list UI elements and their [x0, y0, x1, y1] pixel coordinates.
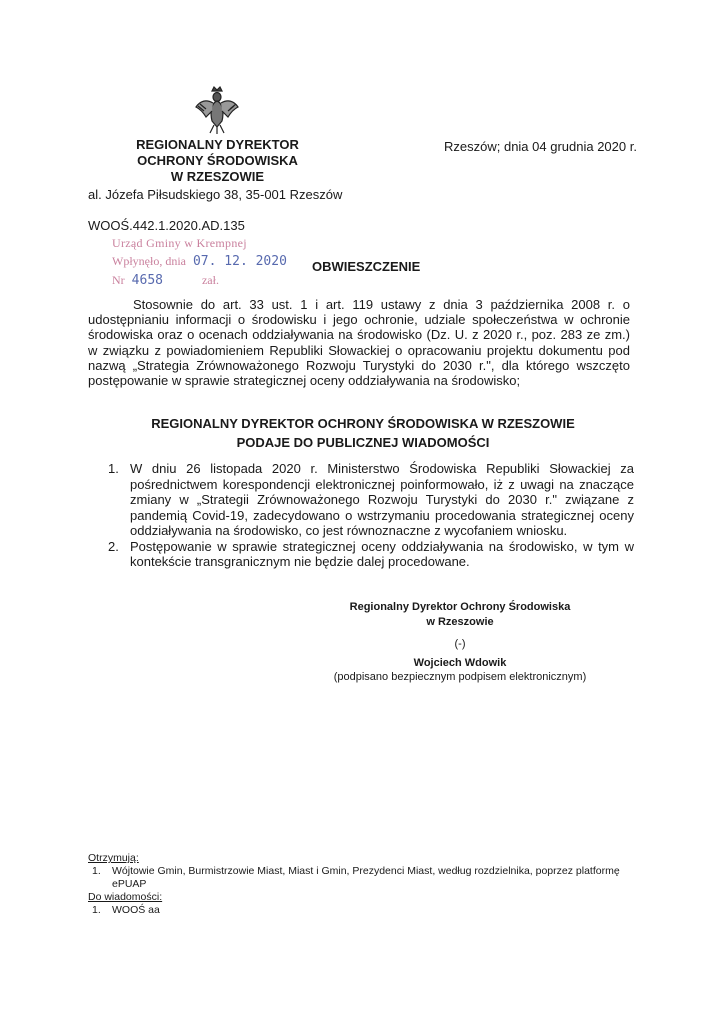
authority-address: al. Józefa Piłsudskiego 38, 35-001 Rzeszów — [88, 187, 343, 202]
recipients-block — [88, 852, 633, 917]
cc-text: WOOŚ aa — [112, 904, 160, 916]
recipients-label: Otrzymują: — [88, 852, 139, 864]
received-stamp — [112, 234, 287, 290]
declaration — [88, 414, 638, 452]
stamp-office: Urząd Gminy w Krempnej — [112, 236, 247, 250]
declaration-line: PODAJE DO PUBLICZNEJ WIADOMOŚCI — [236, 435, 490, 450]
stamp-received-date: 07. 12. 2020 — [192, 254, 287, 269]
authority-line: REGIONALNY DYREKTOR — [136, 137, 299, 152]
cc-number: 1. — [92, 904, 101, 916]
list-item-text: W dniu 26 listopada 2020 r. Ministerstwo Środowiska Republiki Słowackiej za pośrednictwem korespondencji elektronicznej poinformowało, iż z uwagi na znaczące zmiany w „Strategii Zrównoważonego Rozwoju Turystyki do 2030 r." związane z pandemią Covid-19, zadecydowano o wstrzymaniu procedowania strategicznej oceny oddziaływania na środowisko, co jest równoznaczne z wycofaniem wniosku. — [130, 461, 634, 538]
signer-name: Wojciech Wdowik — [413, 656, 507, 669]
declaration-line: REGIONALNY DYREKTOR OCHRONY ŚRODOWISKA W RZESZOWIE — [151, 416, 575, 431]
intro-paragraph: Stosownie do art. 33 ust. 1 i art. 119 ustawy z dnia 3 października 2008 r. o udostępnianiu informacji o środowisku i jego ochronie, udziale społeczeństwa w ochronie środowiska oraz o ocenach oddziaływania na środowisko (Dz. U. z 2020 r., poz. 283 ze zm.) w związku z powiadomieniem Republiki Słowackiej o opracowaniu projektu dokumentu pod nazwą „Strategia Zrównoważonego Rozwoju Turystyki do 2030 r.", dla którego wszczęto postępowanie w sprawie strategicznej oceny oddziaływania na środowisko; — [88, 297, 630, 389]
authority-line: W RZESZOWIE — [170, 169, 265, 184]
stamp-received-label: Wpłynęło, dnia — [112, 254, 186, 268]
recipient-item — [88, 865, 633, 891]
case-reference: WOOŚ.442.1.2020.AD.135 — [88, 218, 245, 233]
signature-mark: (-) — [454, 638, 466, 650]
authority-name — [100, 137, 335, 185]
stamp-attachments: zał. — [201, 273, 219, 287]
recipient-number: 1. — [92, 865, 101, 877]
authority-line: OCHRONY ŚRODOWISKA — [137, 153, 298, 168]
signature-block — [310, 600, 610, 685]
stamp-number-prefix: Nr — [112, 273, 125, 287]
eagle-emblem-icon — [194, 85, 240, 135]
list-item-number: 2. — [108, 538, 119, 554]
cc-item — [88, 904, 633, 917]
signer-title: Regionalny Dyrektor Ochrony Środowiska — [349, 601, 571, 613]
stamp-number-row — [112, 271, 287, 290]
notice-title: OBWIESZCZENIE — [312, 259, 421, 274]
list-item — [104, 461, 634, 539]
list-item — [104, 539, 634, 570]
place-date: Rzeszów; dnia 04 grudnia 2020 r. — [444, 139, 637, 154]
list-item-number: 1. — [108, 461, 119, 476]
stamp-received-row — [112, 252, 287, 271]
stamp-number: 4658 — [131, 273, 163, 288]
signer-title-2: w Rzeszowie — [426, 615, 494, 628]
recipient-text: Wójtowie Gmin, Burmistrzowie Miast, Miast i Gmin, Prezydenci Miast, według rozdzielnika, poprzez platformę ePUAP — [112, 865, 620, 890]
list-item-text: Postępowanie w sprawie strategicznej oceny oddziaływania na środowisko, w tym w kontekście transgranicznym nie będzie dalej procedowane. — [130, 538, 634, 569]
signature-note: (podpisano bezpiecznym podpisem elektronicznym) — [333, 671, 587, 683]
cc-label: Do wiadomości: — [88, 891, 163, 903]
points-list — [104, 461, 634, 570]
